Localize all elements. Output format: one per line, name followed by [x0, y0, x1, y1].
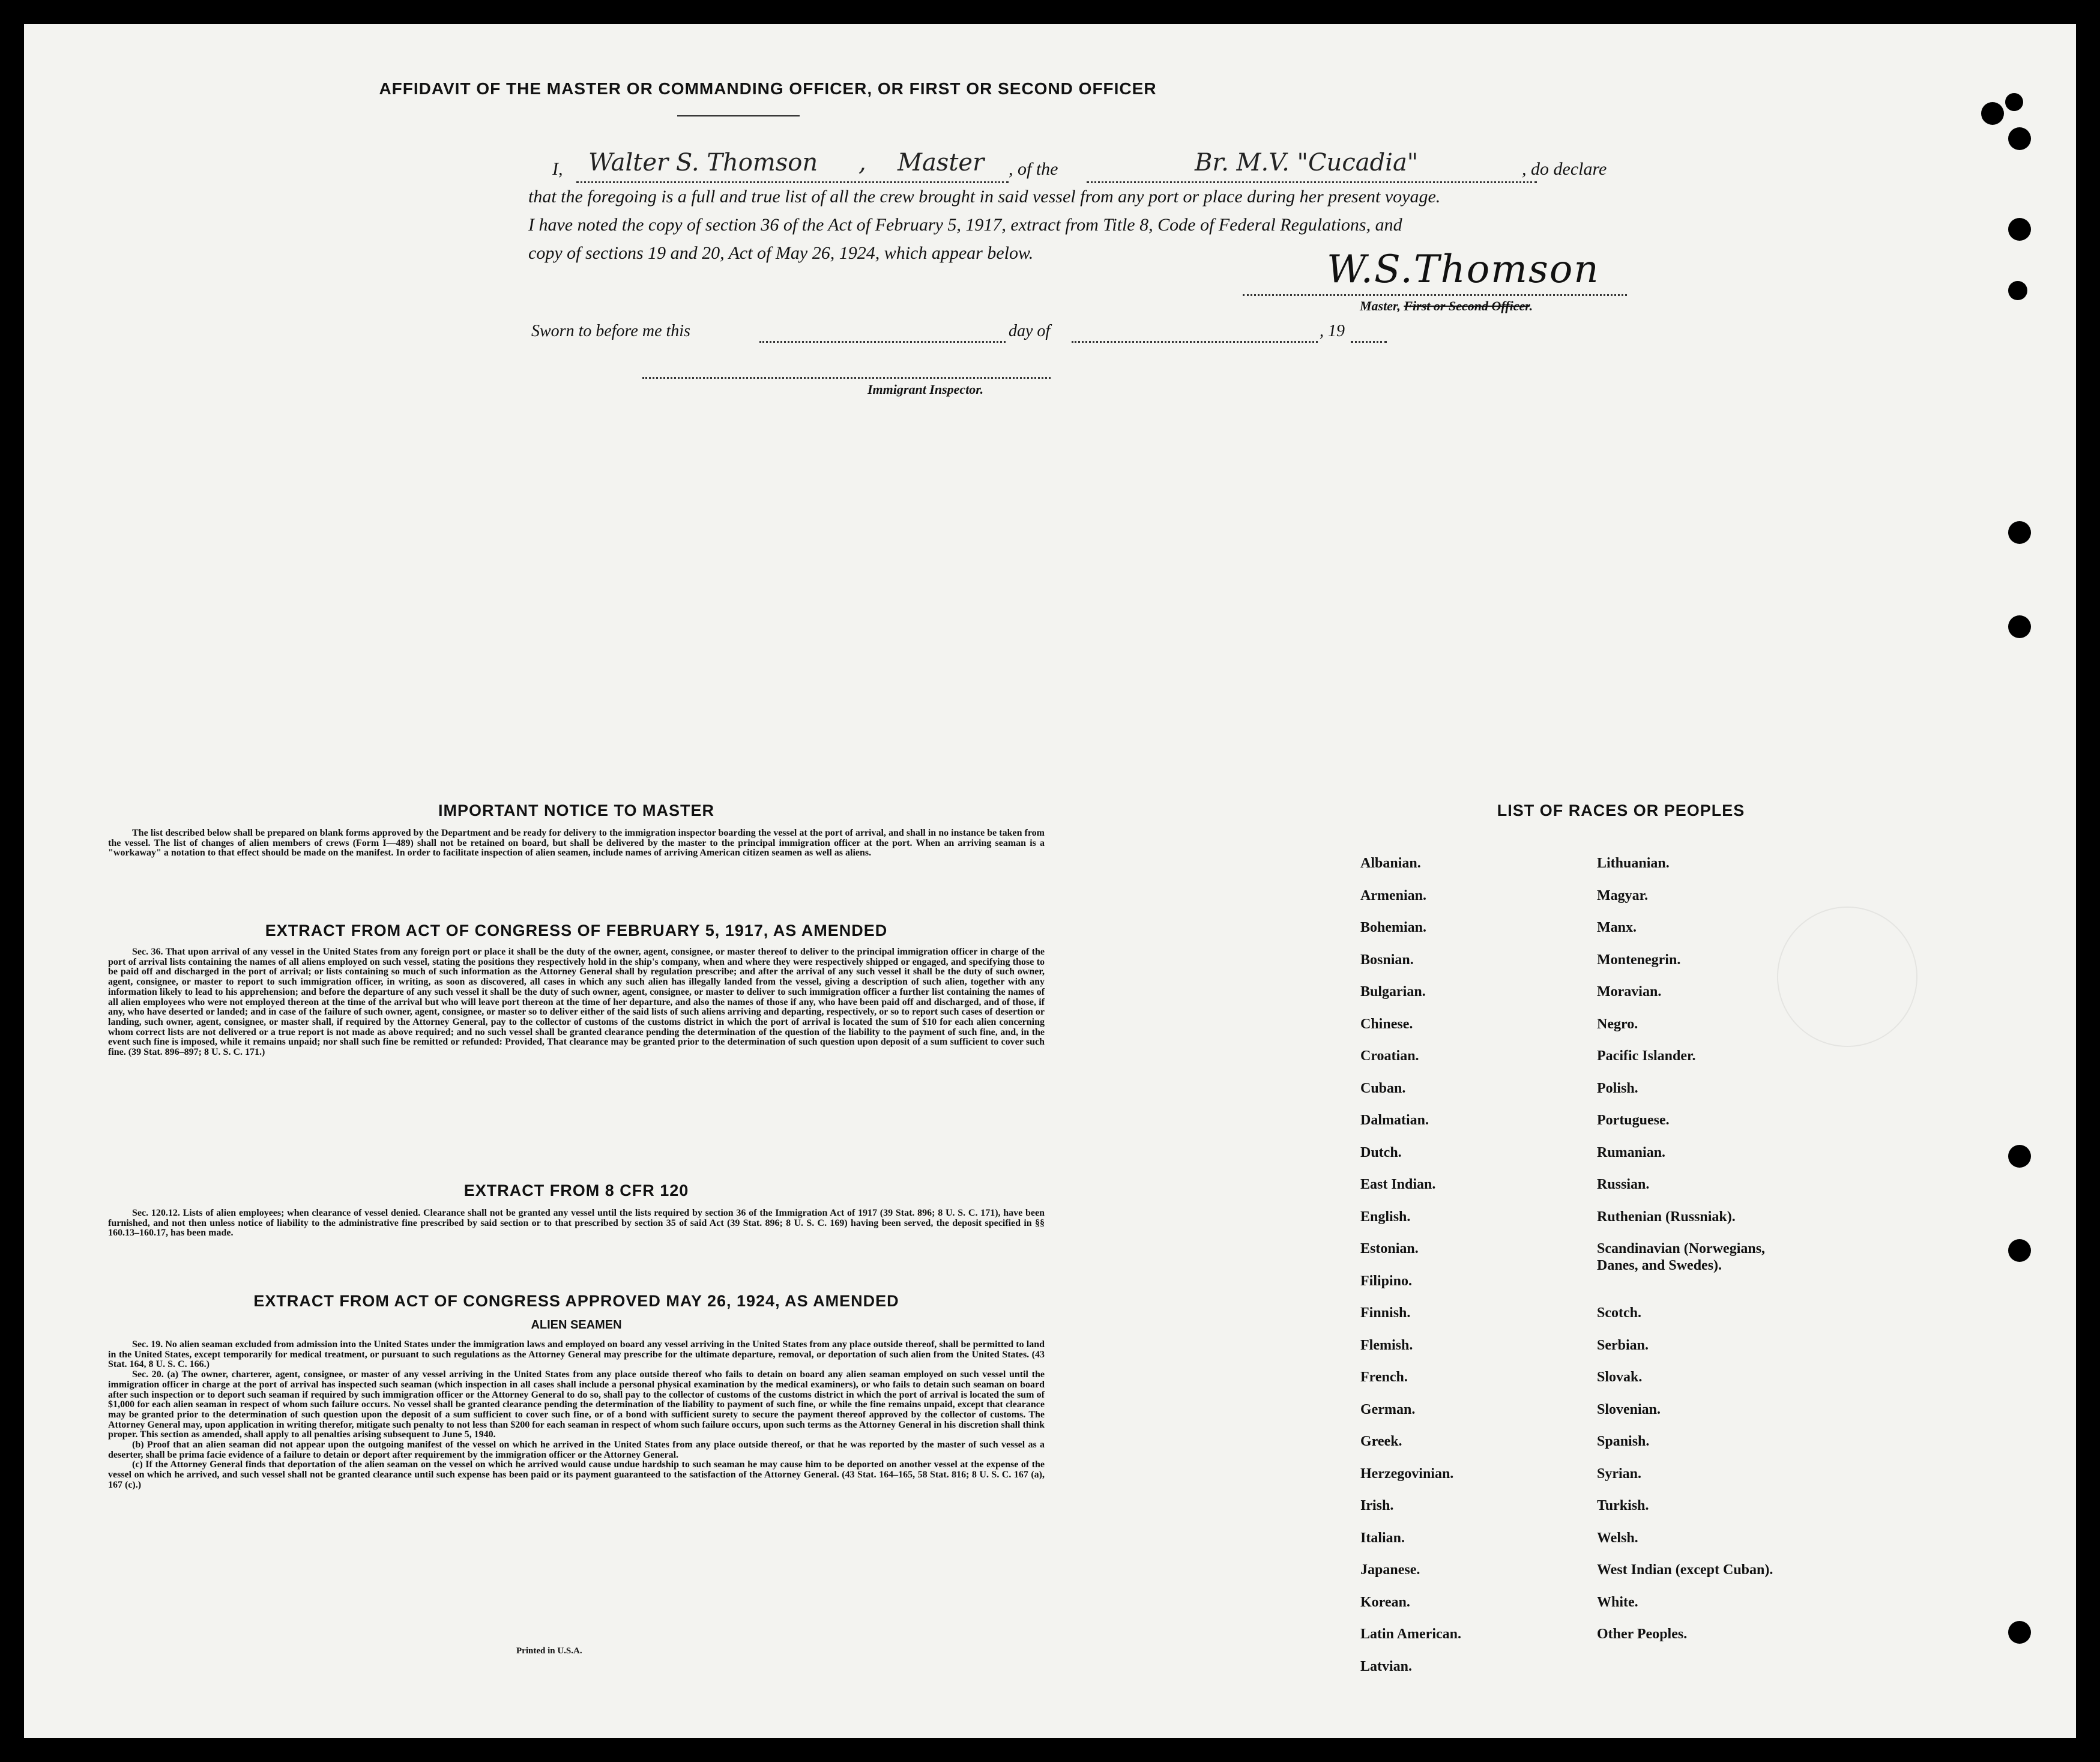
- printed-in-usa: Printed in U.S.A.: [516, 1646, 582, 1656]
- name-separator: ,: [858, 149, 866, 177]
- vessel-name-handwritten: Br. M.V. "Cucadia": [1195, 149, 1419, 177]
- race-item: German.: [1360, 1402, 1416, 1417]
- race-item: Dalmatian.: [1360, 1112, 1429, 1128]
- sworn-day-line: [759, 341, 1006, 343]
- race-item: Negro.: [1597, 1016, 1638, 1032]
- affidavit-title: AFFIDAVIT OF THE MASTER OR COMMANDING OFFICER, OR FIRST OR SECOND OFFICER: [379, 79, 1157, 98]
- race-item: Manx.: [1597, 920, 1637, 935]
- race-item: Serbian.: [1597, 1338, 1649, 1353]
- signature-dotted-line: [1243, 294, 1627, 296]
- race-item: Rumanian.: [1597, 1145, 1666, 1160]
- declaration-line-3: I have noted the copy of section 36 of the Act of February 5, 1917, extract from Title 8, Code of Federal Regulations, and: [528, 215, 1402, 235]
- extract-1917-title: EXTRACT FROM ACT OF CONGRESS OF FEBRUARY 5, 1917, AS AMENDED: [265, 922, 888, 940]
- race-item: Polish.: [1597, 1081, 1638, 1096]
- race-item: Portuguese.: [1597, 1112, 1670, 1128]
- sworn-text: Sworn to before me this: [531, 322, 690, 340]
- race-item: Albanian.: [1360, 855, 1421, 871]
- sworn-year-prefix: , 19: [1320, 322, 1345, 340]
- race-item: Greek.: [1360, 1434, 1402, 1449]
- race-item: West Indian (except Cuban).: [1597, 1562, 1773, 1578]
- punch-hole: [2008, 521, 2031, 544]
- punch-hole: [2008, 281, 2027, 300]
- declaration-of-the: , of the: [1009, 159, 1058, 179]
- sec-20a-paragraph: Sec. 20. (a) The owner, charterer, agent, consignee, or master of any vessel arriving in the United States from any place outside thereof who fails to detain on board any alien seaman employed on such vessel until the immigration officer in charge at the port of arrival has inspected such seaman (which inspection in all cases shall include a personal physical examination by the medical examiners), or who fails to detain such seaman on board after such inspection or to deport such seaman if required by such immigration officer or the Attorney General to do so, shall pay to the collector of customs of the customs district in which the port of arrival is located the sum of $1,000 for each alien seaman in respect of whom such failure occurs. No vessel shall be granted clearance pending the determination of the liability to payment of such fine, or while the fine remains unpaid, except that clearance may be granted prior to the determination of such question upon the deposit of a sum sufficient to cover such fine, or of a bond with sufficient surety to secure the payment thereof approved by the collector of customs. The Attorney General may, upon application in writing therefor, mitigate such penalty to not less than $200 for each seaman in respect of whom such failure occurs, upon such terms as the Attorney General in his discretion shall think proper. This section as amended, shall apply to all penalties arising subsequent to June 5, 1940.: [108, 1369, 1045, 1440]
- race-item: Bohemian.: [1360, 920, 1427, 935]
- extract-cfr-paragraph: Sec. 120.12. Lists of alien employees; when clearance of vessel denied. Clearance shall not be granted any vessel until the lists required by section 36 of the Immigration Act of 1917 (39 Stat. 896; 8 U. S. C. 171), have been furnished, and not then unless notice of liability to the administrative fine prescribed by said section or to that prescribed by section 35 of said Act (39 Stat. 896; 8 U. S. C. 169) having been served, the deposit specified in §§ 160.13–160.17, has been made.: [108, 1208, 1045, 1239]
- notice-title: IMPORTANT NOTICE TO MASTER: [438, 801, 714, 819]
- punch-hole: [2008, 127, 2031, 150]
- race-item: French.: [1360, 1369, 1408, 1385]
- race-item: Estonian.: [1360, 1241, 1419, 1257]
- race-item: Scandinavian (Norwegians,: [1597, 1241, 1766, 1257]
- race-item: Flemish.: [1360, 1338, 1413, 1353]
- punch-hole: [2008, 615, 2031, 638]
- signature-label-struck: First or Second Officer: [1404, 298, 1530, 313]
- master-signature: W.S.Thomson: [1327, 247, 1600, 292]
- extract-1924-text: [108, 1340, 1045, 1491]
- declaration-i: I,: [552, 159, 563, 179]
- race-item: Bosnian.: [1360, 952, 1414, 968]
- signature-label-master: Master,: [1360, 298, 1404, 313]
- declaration-line-4: copy of sections 19 and 20, Act of May 26, 1924, which appear below.: [528, 243, 1034, 263]
- extract-1924-title: EXTRACT FROM ACT OF CONGRESS APPROVED MAY 26, 1924, AS AMENDED: [253, 1292, 899, 1310]
- extract-cfr-title: EXTRACT FROM 8 CFR 120: [463, 1181, 689, 1199]
- punch-hole: [1981, 102, 2004, 125]
- faded-stamp: [1777, 907, 1917, 1047]
- title-rule: [677, 115, 800, 116]
- race-item: Danes, and Swedes).: [1597, 1258, 1722, 1273]
- extract-1917-paragraph: Sec. 36. That upon arrival of any vessel in the United States from any foreign port or place it shall be the duty of the owner, agent, consignee, or master thereof to deliver to the principal immigration officer in charge of the port of arrival lists containing the names of all aliens employed on such vessel, stating the positions they respectively hold in the ship's company, when and where they were respectively shipped or engaged, and specifying those to be paid off and discharged in the port of arrival; or lists containing so much of such information as the Attorney General shall by regulation prescribe; and after the arrival of any such vessel it shall be the duty of such owner, agent, consignee, or master to report to such immigration officer, in writing, as soon as discovered, all cases in which any such alien has illegally landed from the vessel, giving a description of such alien, together with any information likely to lead to his apprehension; and before the departure of any such vessel it shall be the duty of such owner, agent, consignee, or master to deliver to such immigration officer a further list containing the names of all alien employees who were not employed thereon at the time of the arrival but who will leave port thereon at the time of her departure, and also the names of those if any, who have been paid off and discharged, and of those, if any, who have deserted or landed; and in case of the failure of such owner, agent, consignee, or master so to deliver either of the said lists of such aliens arriving and departing, respectively, or so to report such cases of desertion or landing, such owner, agent, consignee, or master shall, if required by the Attorney General, pay to the collector of customs of the customs district in which the port of arrival is located the sum of $10 for each alien concerning whom correct lists are not delivered or a true report is not made as above required; and no such vessel shall be granted clearance pending the determination of the question of the liability to the payment of such fine, and, in the event such fine is imposed, while it remains unpaid; nor shall such fine be remitted or refunded: Provided, That clearance may be granted prior to the determination of such question upon deposit of a sum sufficient to cover such fine. (39 Stat. 896–897; 8 U. S. C. 171.): [108, 947, 1045, 1058]
- race-item: Syrian.: [1597, 1466, 1642, 1482]
- race-item: Slovak.: [1597, 1369, 1643, 1385]
- race-item: Filipino.: [1360, 1273, 1413, 1289]
- race-item: Finnish.: [1360, 1305, 1411, 1321]
- race-item: Irish.: [1360, 1498, 1394, 1513]
- race-item: Cuban.: [1360, 1081, 1406, 1096]
- race-item: English.: [1360, 1209, 1411, 1225]
- signature-label-end: .: [1529, 298, 1533, 313]
- punch-hole: [2005, 93, 2023, 111]
- declaration-do-declare: , do declare: [1522, 159, 1607, 179]
- race-item: Lithuanian.: [1597, 855, 1670, 871]
- inspector-label: Immigrant Inspector.: [867, 382, 984, 397]
- master-rank-handwritten: Master: [898, 149, 985, 177]
- race-item: Scotch.: [1597, 1305, 1641, 1321]
- extract-1924-subtitle: ALIEN SEAMEN: [531, 1318, 622, 1332]
- race-item: Welsh.: [1597, 1530, 1638, 1546]
- race-item: Russian.: [1597, 1177, 1650, 1192]
- signature-label: [1360, 298, 1533, 314]
- document-page: [24, 24, 2076, 1738]
- race-item: Turkish.: [1597, 1498, 1649, 1513]
- master-name-handwritten: Walter S. Thomson: [588, 149, 818, 177]
- sec-20c-paragraph: (c) If the Attorney General finds that deportation of the alien seaman on the vessel on which he arrived would cause undue hardship to such seaman he may cause him to be deported on another vessel at the expense of the vessel on which he arrived, and such vessel shall not be granted clearance until such expense has been paid or its payment guaranteed to the satisfaction of the Attorney General. (43 Stat. 164–165, 58 Stat. 816; 8 U. S. C. 167 (a), 167 (c).): [108, 1459, 1045, 1490]
- notice-paragraph: The list described below shall be prepared on blank forms approved by the Department and be ready for delivery to the immigration inspector boarding the vessel at the port of arrival, and shall in no instance be taken from the vessel. The list of changes of alien members of crews (Form I—489) shall not be retained on board, but shall be delivered by the master to the principal immigration officer at the port. When an arriving seaman is a "workaway" a notation to that effect should be made on the manifest. In order to facilitate inspection of alien seamen, include names of arriving American citizen seamen as well as aliens.: [108, 828, 1045, 858]
- race-item: Dutch.: [1360, 1145, 1402, 1160]
- race-item: Croatian.: [1360, 1048, 1419, 1064]
- race-item: Chinese.: [1360, 1016, 1413, 1032]
- sworn-day-of: day of: [1009, 322, 1051, 340]
- race-item: Latin American.: [1360, 1626, 1461, 1642]
- race-item: Montenegrin.: [1597, 952, 1681, 968]
- extract-cfr-text: [108, 1208, 1045, 1239]
- race-item: Other Peoples.: [1597, 1626, 1688, 1642]
- notice-text: [108, 828, 1045, 858]
- race-item: Moravian.: [1597, 984, 1662, 1000]
- race-item: Japanese.: [1360, 1562, 1420, 1578]
- sworn-month-line: [1072, 341, 1318, 343]
- punch-hole: [2008, 1621, 2031, 1644]
- sworn-year-line: [1351, 341, 1387, 343]
- race-item: Magyar.: [1597, 888, 1649, 904]
- race-item: Latvian.: [1360, 1659, 1413, 1674]
- races-title: LIST OF RACES OR PEOPLES: [1497, 801, 1745, 819]
- race-item: Korean.: [1360, 1595, 1410, 1610]
- race-item: Herzegovinian.: [1360, 1466, 1454, 1482]
- punch-hole: [2008, 1145, 2031, 1168]
- punch-hole: [2008, 218, 2031, 241]
- race-item: Ruthenian (Russniak).: [1597, 1209, 1736, 1225]
- extract-1917-text: [108, 947, 1045, 1058]
- race-item: Bulgarian.: [1360, 984, 1426, 1000]
- sec-19-paragraph: Sec. 19. No alien seaman excluded from admission into the United States under the immigration laws and employed on board any vessel arriving in the United States from any place outside thereof, shall be permitted to land in the United States, except temporarily for medical treatment, or pursuant to such regulations as the Attorney General may prescribe for the ultimate departure, removal, or deportation of such alien from the United States. (43 Stat. 164, 8 U. S. C. 166.): [108, 1339, 1045, 1370]
- race-item: Armenian.: [1360, 888, 1426, 904]
- declaration-line-2: that the foregoing is a full and true list of all the crew brought in said vessel from any port or place during her present voyage.: [528, 187, 1441, 207]
- race-item: Pacific Islander.: [1597, 1048, 1696, 1064]
- sec-20b-paragraph: (b) Proof that an alien seaman did not appear upon the outgoing manifest of the vessel on which he arrived in the United States from any place outside thereof, or that he was reported by the master of such vessel as a deserter, shall be prima facie evidence of a failure to detain or deport after requirement by the immigration officer or the Attorney General.: [108, 1440, 1045, 1460]
- race-item: East Indian.: [1360, 1177, 1436, 1192]
- race-item: Italian.: [1360, 1530, 1405, 1546]
- race-item: Spanish.: [1597, 1434, 1650, 1449]
- inspector-dotted-line: [642, 377, 1051, 379]
- race-item: White.: [1597, 1595, 1638, 1610]
- race-item: Slovenian.: [1597, 1402, 1661, 1417]
- punch-hole: [2008, 1239, 2031, 1262]
